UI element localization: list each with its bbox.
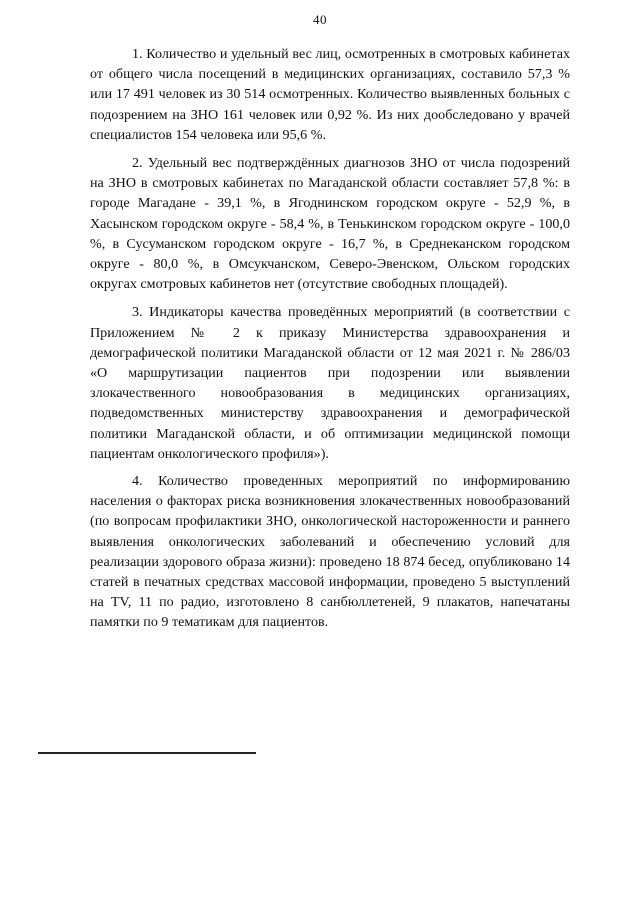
paragraph-1: 1. Количество и удельный вес лиц, осмотренных в смотровых кабинетах от общего числа посещений в медицинских организациях, составило 57,3 % или 17 491 человек из 30 514 осмотренных. Количество выявленных больных с подозрением на ЗНО 161 человек или 0,92 %. Из них дообследовано у врачей специалистов 154 человека или 95,6 %. bbox=[90, 46, 570, 143]
document-body bbox=[90, 44, 570, 641]
paragraph-3: 3. Индикаторы качества проведённых мероприятий (в соответствии с Приложением № 2 к приказу Министерства здравоохранения и демографической политики Магаданской области от 12 мая 2021 г. № 286/03 «О маршрутизации пациентов при подозрении или выявлении злокачественного новообразования в медицинских организациях, подведомственных министерству здравоохранения и демографической политики Магаданской области, и об оптимизации медицинской помощи пациентам онкологического профиля»). bbox=[90, 304, 570, 462]
paragraph-4: 4. Количество проведенных мероприятий по информированию населения о факторах риска возникновения злокачественных новообразований (по вопросам профилактики ЗНО, онкологической настороженности и раннего выявления онкологических заболеваний и обеспечению условий для реализации здорового образа жизни): проведено 18 874 бесед, опубликовано 14 статей в печатных средствах массовой информации, проведено 5 выступлений на TV, 11 по радио, изготовлено 8 санбюллетеней, 9 плакатов, напечатаны памятки по 9 тематикам для пациентов. bbox=[90, 473, 570, 631]
paragraph-2: 2. Удельный вес подтверждённых диагнозов ЗНО от числа подозрений на ЗНО в смотровых кабинетах по Магаданской области составляет 57,8 %: в городе Магадане - 39,1 %, в Ягоднинском городском округе - 52,9 %, в Хасынском городском округе - 58,4 %, в Тенькинском городском округе - 100,0 %, в Сусуманском городском округе - 16,7 %, в Среднеканском городском округе - 80,0 %, в Омсукчанском, Северо-Эвенском, Ольском городских округах смотровых кабинетов нет (отсутствие свободных площадей). bbox=[90, 155, 570, 293]
horizontal-rule bbox=[38, 752, 256, 754]
page-number: 40 bbox=[313, 12, 327, 27]
